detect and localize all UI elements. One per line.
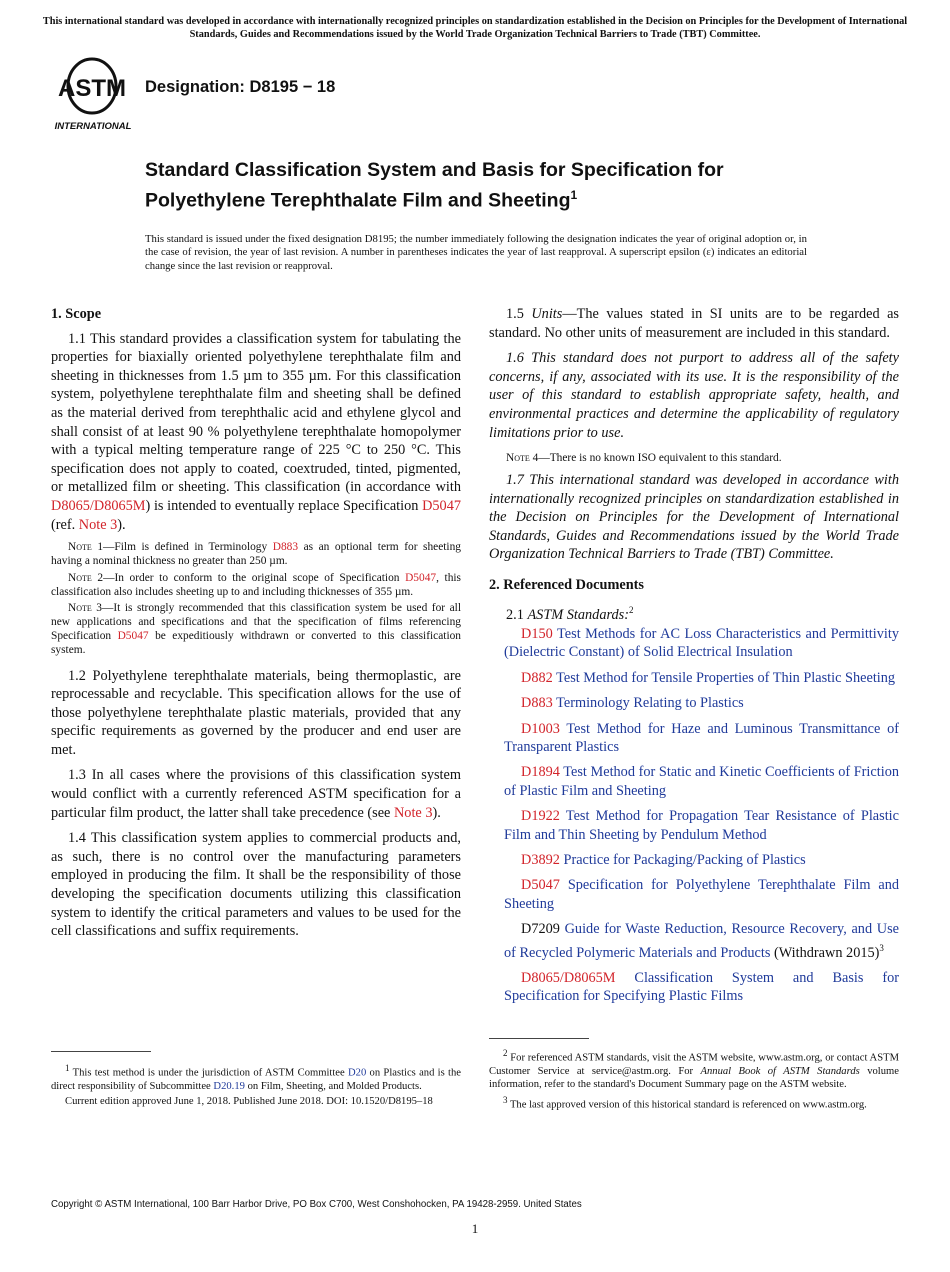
para-1-4: 1.4 This classification system applies to commercial products and, as such, there is no control over the manufacturing parameters employed in producing the film. It shall be the responsibility of those developing the specification documents utilizing this classification system to identify the critical parameters and values to be used for the cell classifications and suffix requirements.: [51, 830, 461, 940]
reference-title-link[interactable]: Practice for Packaging/Packing of Plastics: [563, 851, 806, 868]
reference-item: [489, 876, 899, 913]
reference-code-link[interactable]: D1894: [521, 764, 560, 781]
reference-code-link[interactable]: D5047: [521, 877, 560, 894]
note-2: Note 2—In order to conform to the original scope of Specification D5047, this classification also includes sheeting up to and including thicknesses of 355 µm.: [51, 571, 461, 598]
footnotes-left: [51, 1062, 461, 1111]
right-column: [489, 305, 899, 1013]
link-d5047[interactable]: D5047: [422, 497, 461, 514]
para-2-1: 2.1 ASTM Standards:$^2$: [506, 604, 634, 623]
para-1-1: 1.1 This standard provides a classification system for tabulating the properties for biaxially oriented polyethylene terephthalate film and sheeting in thicknesses from 1.5 µm to 355 µm. For this classification system, polyethylene terephthalate film and sheeting shall be defined as the material derived from terephthalic acid and ethylene glycol and shall consist of at least 90 % polyethylene terephthalate homopolymer with a typical melting temperature range of 225 °C to 250 °C. This specification does not apply to coated, coextruded, tinted, pigmented, or metallized film or sheeting. This classification (in accordance with D8065/D8065M) is intended to eventually replace Specification D5047 (ref. Note 3).: [51, 330, 461, 533]
para-1-3: 1.3 In all cases where the provisions of this classification system would conflict with a currently referenced ASTM specification for a particular film product, the latter shall take precedence (see Note 3).: [51, 767, 461, 821]
link-d5047-note3[interactable]: D5047: [117, 629, 149, 642]
para-1-6: 1.6 This standard does not purport to address all of the safety concerns, if any, associated with its use. It is the responsibility of the user of this standard to establish appropriate safety, health, and environmental practices and determine the applicability of regulatory limitations prior to use.: [489, 350, 899, 441]
reference-code-link[interactable]: D8065/D8065M: [521, 969, 616, 986]
reference-item: [489, 920, 899, 962]
reference-title-link[interactable]: Terminology Relating to Plastics: [556, 695, 744, 712]
footnotes-right: [489, 1047, 899, 1114]
link-note-3-b[interactable]: Note 3: [393, 804, 433, 821]
reference-item: [489, 807, 899, 844]
reference-title-link[interactable]: Test Method for Static and Kinetic Coefficients of Friction of Plastic Film and Sheeting: [504, 764, 899, 799]
reference-list: [489, 625, 899, 1006]
footnote-2: $^2$ For referenced ASTM standards, visit the ASTM website, www.astm.org, or contact ASTM Customer Service at service@astm.org. For Annual Book of ASTM Standards volume information, refer to the standard's Document Summary page on the ASTM website.: [489, 1048, 899, 1091]
footnote-edition: Current edition approved June 1, 2018. Published June 2018. DOI: 10.1520/D8195–18: [65, 1096, 433, 1108]
footnote-rule-right: [489, 1038, 589, 1039]
reference-title-link[interactable]: Test Method for Propagation Tear Resistance of Plastic Film and Thin Sheeting by Pendulum Method: [504, 808, 899, 843]
footnote-rule-left: [51, 1051, 151, 1052]
reference-code-link[interactable]: D150: [521, 625, 553, 642]
reference-item: [489, 969, 899, 1006]
designation: Designation: D8195 − 18: [145, 78, 336, 96]
title-footnote-marker[interactable]: 1: [570, 188, 578, 202]
title-line-2: Polyethylene Terephthalate Film and Sheeting$^1$: [145, 188, 578, 212]
astm-logo: [52, 56, 134, 132]
link-d5047-note2[interactable]: D5047: [405, 571, 437, 584]
reference-item: [489, 669, 899, 687]
svg-text:ASTM: ASTM: [58, 75, 126, 102]
reference-code-link[interactable]: D882: [521, 669, 553, 686]
note-1: Note 1—Film is defined in Terminology D883 as an optional term for sheeting having a nominal thickness no greater than 250 µm.: [51, 541, 461, 567]
link-d20-19[interactable]: D20.19: [213, 1080, 245, 1092]
reference-title-link[interactable]: Test Methods for AC Loss Characteristics and Permittivity (Dielectric Constant) of Solid Electrical Insulation: [504, 625, 899, 661]
left-column: [51, 305, 461, 948]
reference-code-link[interactable]: D883: [521, 695, 553, 712]
reference-item: [489, 694, 899, 712]
reference-title-link[interactable]: Test Method for Tensile Properties of Thin Plastic Sheeting: [556, 669, 896, 686]
section-scope-heading: 1. Scope: [51, 306, 102, 322]
reference-title-link[interactable]: Classification System and Basis for Specification for Specifying Plastic Films: [504, 969, 899, 1005]
svg-text:INTERNATIONAL: INTERNATIONAL: [54, 121, 132, 132]
para-1-2: 1.2 Polyethylene terephthalate materials, being thermoplastic, are reprocessable and recyclable. This specification allows for the use of those polyethylene terephthalate plastic materials, provided that any specific requirements as governed by the producer and end user are met.: [51, 667, 461, 758]
astm-logo-icon: [52, 56, 134, 132]
reference-item: [489, 851, 899, 869]
reference-code-link[interactable]: D1003: [521, 720, 560, 737]
reference-item: [489, 720, 899, 757]
link-d20[interactable]: D20: [348, 1067, 367, 1079]
page-number: 1: [471, 1221, 479, 1236]
note-3: Note 3—It is strongly recommended that this classification system be used for all new applications and specifications and that the specification of films referencing Specification D5047 be expeditiously withdrawn or converted to this classification system.: [51, 602, 461, 656]
note-4: Note 4—There is no known ISO equivalent to this standard.: [506, 452, 782, 465]
reference-title-link[interactable]: Specification for Polyethylene Terephthalate Film and Sheeting: [504, 877, 899, 912]
astm-standards-footnote-marker[interactable]: 2: [629, 604, 634, 615]
reference-code-link[interactable]: D7209: [521, 921, 560, 938]
section-references-heading: 2. Referenced Documents: [489, 576, 644, 593]
reference-withdrawn-note: (Withdrawn 2015): [770, 944, 880, 961]
footnote-1: $^1$ This test method is under the jurisdiction of ASTM Committee D20 on Plastics and is the direct responsibility of Subcommittee D20.19 on Film, Sheeting, and Molded Products.: [51, 1063, 461, 1092]
copyright: Copyright © ASTM International, 100 Barr Harbor Drive, PO Box C700, West Conshohocken, PA 19428-2959. United States: [51, 1199, 582, 1210]
para-1-5: 1.5 Units—The values stated in SI units are to be regarded as standard. No other units of measurement are included in this standard.: [489, 306, 899, 341]
reference-item: [489, 763, 899, 800]
reference-code-link[interactable]: D1922: [521, 808, 560, 825]
para-1-7: 1.7 This international standard was developed in accordance with internationally recognized principles on standardization established in the Decision on Principles for the Development of International Standards, Guides and Recommendations issued by the World Trade Organization Technical Barriers to Trade (TBT) Committee.: [489, 471, 899, 563]
footnote-3: $^3$ The last approved version of this historical standard is referenced on www.astm.org.: [503, 1094, 867, 1111]
reference-title-link[interactable]: Test Method for Haze and Luminous Transmittance of Transparent Plastics: [504, 720, 899, 755]
reference-code-link[interactable]: D3892: [521, 851, 560, 868]
reference-title-link[interactable]: Guide for Waste Reduction, Resource Recovery, and Use of Recycled Polymeric Materials and Products: [504, 921, 899, 961]
reference-footnote-marker[interactable]: 3: [879, 942, 884, 953]
top-notice: This international standard was developed in accordance with internationally recognized principles on standardization established in the Decision on Principles for the Development of International Standards, Guides and Recommendations issued by the World Trade Organization Technical Barriers to Trade (TBT) Committee.: [42, 16, 908, 40]
link-d8065[interactable]: D8065/D8065M: [51, 497, 146, 514]
reference-item: [489, 625, 899, 662]
link-d883[interactable]: D883: [272, 541, 299, 554]
issue-note: This standard is issued under the fixed designation D8195; the number immediately following the designation indicates the year of original adoption or, in the case of revision, the year of last revision. A number in parentheses indicates the year of last reapproval. A superscript epsilon (ε) indicates an editorial change since the last revision or reapproval.: [145, 233, 807, 272]
document-title: [145, 158, 845, 214]
link-note-3[interactable]: Note 3: [78, 516, 118, 533]
title-line-1: Standard Classification System and Basis for Specification for: [145, 159, 724, 181]
